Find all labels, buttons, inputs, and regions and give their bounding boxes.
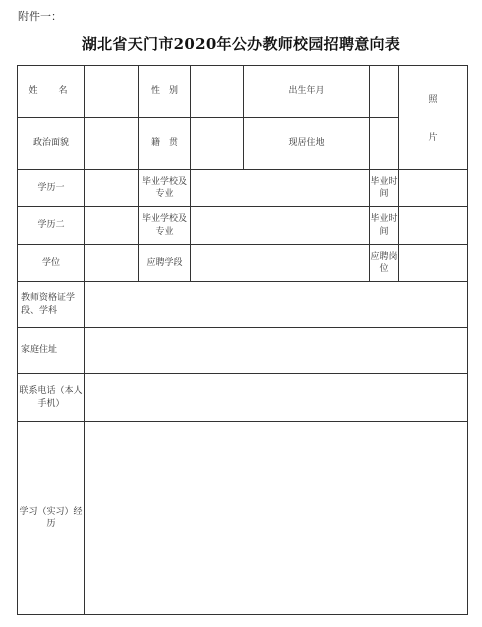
edu2-grad-label: 毕业时间 [370,207,399,245]
edu2-grad-field[interactable] [399,207,468,245]
photo-box[interactable] [399,66,468,170]
apply-school-label: 应聘学段 [139,245,191,282]
form-title: 湖北省天门市2020年公办教师校园招聘意向表 [81,35,401,53]
residence-label: 现居住地 [244,118,370,170]
row-phone [18,374,468,422]
row-experience [18,422,468,615]
edu1-field[interactable] [85,170,139,207]
row-basic-info [18,66,468,118]
degree-label: 学位 [18,245,85,282]
edu2-school-field[interactable] [191,207,370,245]
edu1-grad-field[interactable] [399,170,468,207]
edu1-grad-label: 毕业时间 [370,170,399,207]
apply-post-field[interactable] [399,245,468,282]
row-degree [18,245,468,282]
home-label: 家庭住址 [18,328,85,374]
gender-label: 性 别 [139,66,191,118]
edu1-label: 学历一 [18,170,85,207]
native-label: 籍 贯 [139,118,191,170]
home-field[interactable] [85,328,468,374]
row-certificate [18,282,468,328]
edu1-school-label: 毕业学校及专业 [139,170,191,207]
edu2-field[interactable] [85,207,139,245]
birth-field[interactable] [370,66,399,118]
apply-school-field[interactable] [191,245,370,282]
politics-label: 政治面貌 [18,118,85,170]
name-field[interactable] [85,66,139,118]
application-form-table [17,65,468,615]
apply-post-label: 应聘岗位 [370,245,399,282]
cert-field[interactable] [85,282,468,328]
residence-field[interactable] [370,118,399,170]
experience-field[interactable] [85,422,468,615]
row-home-address [18,328,468,374]
gender-field[interactable] [191,66,244,118]
phone-field[interactable] [85,374,468,422]
politics-field[interactable] [85,118,139,170]
row-education-two [18,207,468,245]
edu2-school-label: 毕业学校及专业 [139,207,191,245]
photo-label-top: 照 [428,95,438,105]
degree-field[interactable] [85,245,139,282]
cert-label: 教师资格证学段、学科 [18,282,85,328]
edu1-school-field[interactable] [191,170,370,207]
photo-label-bottom: 片 [428,133,438,143]
native-field[interactable] [191,118,244,170]
attachment-label: 附件一： [18,10,62,23]
name-label: 姓 名 [18,66,85,118]
birth-label: 出生年月 [244,66,370,118]
experience-label: 学习（实习）经历 [18,422,85,615]
edu2-label: 学历二 [18,207,85,245]
phone-label: 联系电话（本人手机） [18,374,85,422]
row-education-one [18,170,468,207]
